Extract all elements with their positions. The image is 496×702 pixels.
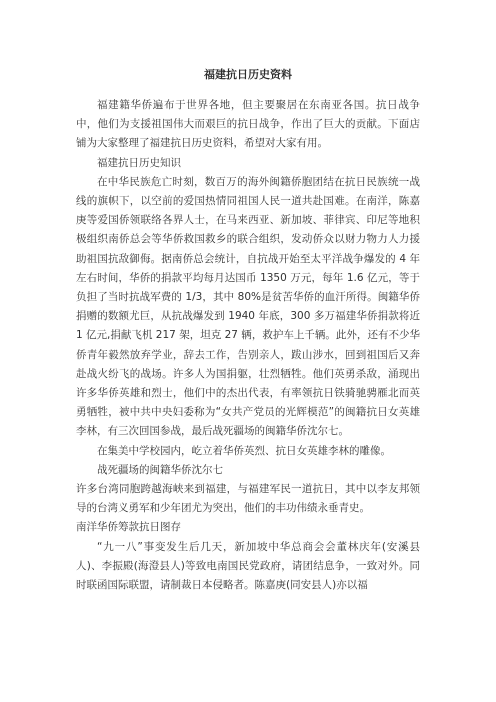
paragraph: 在中华民族危亡时刻，数百万的海外闽籍侨胞团结在抗日民族统一战线的旗帜下，以空前的爱国热情同祖国人民一道共赴国难。在南洋，陈嘉庚等爱国侨领联络各界人士，在马来西亚、新加坡、菲律宾、印尼等地积极组织南侨总会等华侨救国救乡的联合组织，发动侨众以财力物力人力援助祖国抗敌御侮。据南侨总会统计，自抗战开始至太平洋战争爆发的 4 年左右时间，华侨的捐款平均每月达国币 1350 万元，每年 1.6 亿元，等于负担了当时抗战军费的 1/3，其中 80%是贫苦华侨的血汗所得。闽籍华侨捐赠的数额尤巨，从抗战爆发到 1940 年底，300 多万福建华侨捐款将近 1 亿元,捐献飞机 217 架，坦克 27 辆，救护车上千辆。此外，还有不少华侨青年毅然放弃学业，辞去工作，告别亲人，跋山涉水，回到祖国后又奔赴战火纷飞的战场。许多人为国捐躯，壮烈牺牲。他们英勇杀敌，涌现出许多华侨英雄和烈士，他们中的杰出代表，有率领抗日铁骑驰骋雁北而英勇牺牲，被中共中央妇委称为“女共产党员的光辉模范”的闽籍抗日女英雄李林，有三次回国参战，最后战死疆场的闽籍华侨沈尔七。 [76, 175, 420, 438]
paragraph: 在集美中学校园内，屹立着华侨英烈、抗日女英雄李林的雕像。 [97, 444, 391, 457]
section-heading: 战死疆场的闽籍华侨沈尔七 [97, 463, 223, 476]
document-title: 福建抗日历史资料 [204, 68, 292, 81]
paragraph-intro: 福建籍华侨遍布于世界各地，但主要聚居在东南亚各国。抗日战争中，他们为支援祖国伟大而艰巨的抗日战争，作出了巨大的贡献。下面店铺为大家整理了福建抗日历史资料，希望对大家有用。 [76, 99, 420, 150]
paragraph: “九一八”事变发生后几天，新加坡中华总商会会董林庆年(安溪县人)、李振殿(海澄县人)等致电南国民党政府，请团结息争，一致对外。同时联函国际联盟，请制裁日本侵略者。陈嘉庚(同安县人)亦以福 [76, 540, 420, 592]
paragraph: 许多台湾同胞跨越海峡来到福建，与福建军民一道抗日，其中以李友邦领导的台湾义勇军和少年团尤为突出，他们的丰功伟绩永垂青史。 [76, 483, 420, 515]
section-heading: 南洋华侨筹款抗日图存 [76, 521, 181, 534]
section-heading: 福建抗日历史知识 [97, 156, 181, 169]
document-body [76, 96, 420, 595]
